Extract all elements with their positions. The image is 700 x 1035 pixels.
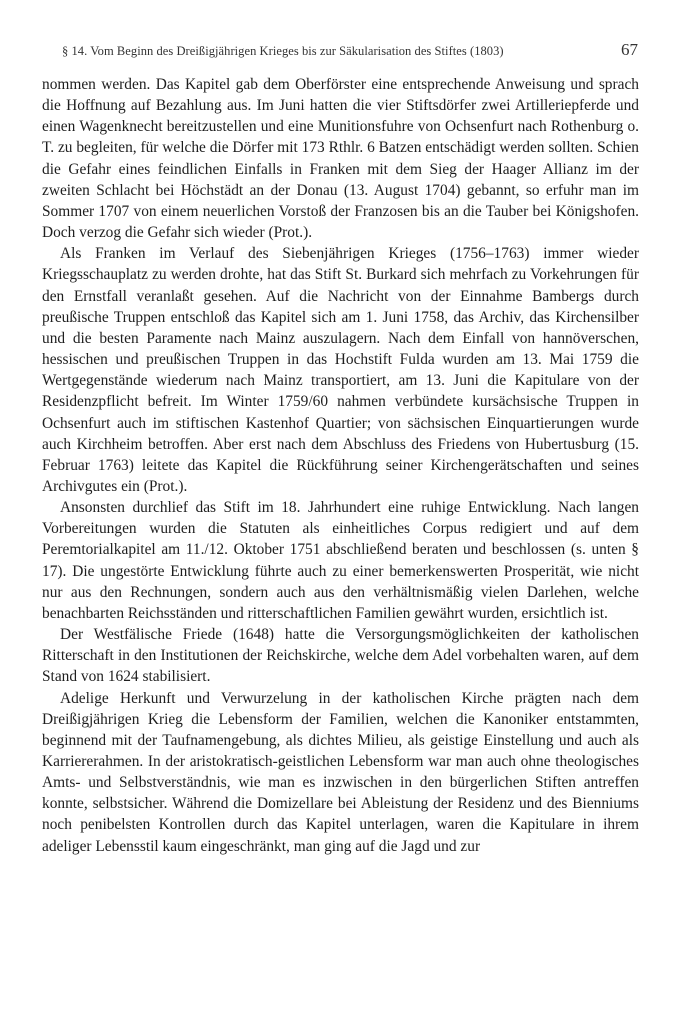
page-number: 67 xyxy=(621,40,638,59)
running-header xyxy=(62,40,638,64)
paragraph: nommen werden. Das Kapitel gab dem Oberförster eine entsprechende Anweisung und sprach die Hoffnung auf Bezahlung aus. Im Juni hatten die vier Stiftsdörfer zwei Artilleriepferde und einen Wagenknecht bereitzustellen und eine Munitionsfuhre von Ochsenfurt nach Rothenburg o. T. zu begleiten, für welche die Dörfer mit 173 Rthlr. 6 Batzen entschädigt werden sollten. Schien die Gefahr eines feindlichen Einfalls in Franken mit dem Sieg der Haager Allianz im der zweiten Schlacht bei Höchstädt an der Donau (13. August 1704) gebannt, so erfuhr man im Sommer 1707 von einem neuerlichen Vorstoß der Franzosen bis an die Tauber bei Königshofen. Doch verzog die Gefahr sich wieder (Prot.). xyxy=(42,76,639,242)
body-text xyxy=(42,74,639,857)
paragraph: Ansonsten durchlief das Stift im 18. Jahrhundert eine ruhige Entwicklung. Nach langen Vorbereitungen wurden die Statuten als einheitliches Corpus redigiert und auf dem Peremtorialkapitel am 11./12. Oktober 1751 abschließend beraten und beschlossen (s. unten § 17). Die ungestörte Entwicklung führte auch zu einer bemerkenswerten Prosperität, wie nicht nur aus den Rechnungen, sondern auch aus den verhältnismäßig vielen Darlehen, welche benachbarten Reichsständen und ritterschaftlichen Familien gewährt wurden, ersichtlich ist. xyxy=(42,499,639,622)
paragraph: Als Franken im Verlauf des Siebenjährigen Krieges (1756–1763) immer wieder Kriegsschauplatz zu werden drohte, hat das Stift St. Burkard sich mehrfach zu Vorkehrungen für den Ernstfall veranlaßt gesehen. Auf die Nachricht von der Einnahme Bambergs durch preußische Truppen entschloß das Kapitel sich am 1. Juni 1758, das Archiv, das Kirchensilber und die besten Paramente nach Mainz auszulagern. Nach dem Einfall von hannöverschen, hessischen und preußischen Truppen in das Hochstift Fulda wurden am 13. Mai 1759 die Wertgegenstände wiederum nach Mainz transportiert, am 13. Juni die Kapitulare von der Residenzpflicht befreit. Im Winter 1759/60 nahmen verbündete kursächsische Truppen in Ochsenfurt auch im stiftischen Kastenhof Quartier; von sächsischen Einquartierungen wurde auch Kirchheim betroffen. Aber erst nach dem Abschluss des Friedens von Hubertusburg (15. Februar 1763) leitete das Kapitel die Rückführung seiner Kirchengerätschaften und seines Archivgutes ein (Prot.). xyxy=(42,245,639,495)
running-title: § 14. Vom Beginn des Dreißigjährigen Krieges bis zur Säkularisation des Stiftes (1803) xyxy=(62,44,504,58)
paragraph: Der Westfälische Friede (1648) hatte die Versorgungsmöglichkeiten der katholischen Ritterschaft in den Institutionen der Reichskirche, welche dem Adel vorbehalten waren, auf dem Stand von 1624 stabilisiert. xyxy=(42,626,639,686)
paragraph: Adelige Herkunft und Verwurzelung in der katholischen Kirche prägten nach dem Dreißigjährigen Krieg die Lebensform der Familien, welchen die Kanoniker entstammten, beginnend mit der Taufnamengebung, als dichtes Milieu, als geistige Einstellung und auch als Karriererahmen. In der aristokratisch-geistlichen Lebensform war man auch ohne theologisches Amts- und Selbstverständnis, wie man es inzwischen in den bürgerlichen Stiften antreffen konnte, selbstsicher. Während die Domizellare bei Ableistung der Residenz und des Bienniums noch penibelsten Kontrollen durch das Kapitel unterlagen, waren die Kapitulare in ihrem adeliger Lebensstil kaum eingeschränkt, man ging auf die Jagd und zur xyxy=(42,689,639,855)
